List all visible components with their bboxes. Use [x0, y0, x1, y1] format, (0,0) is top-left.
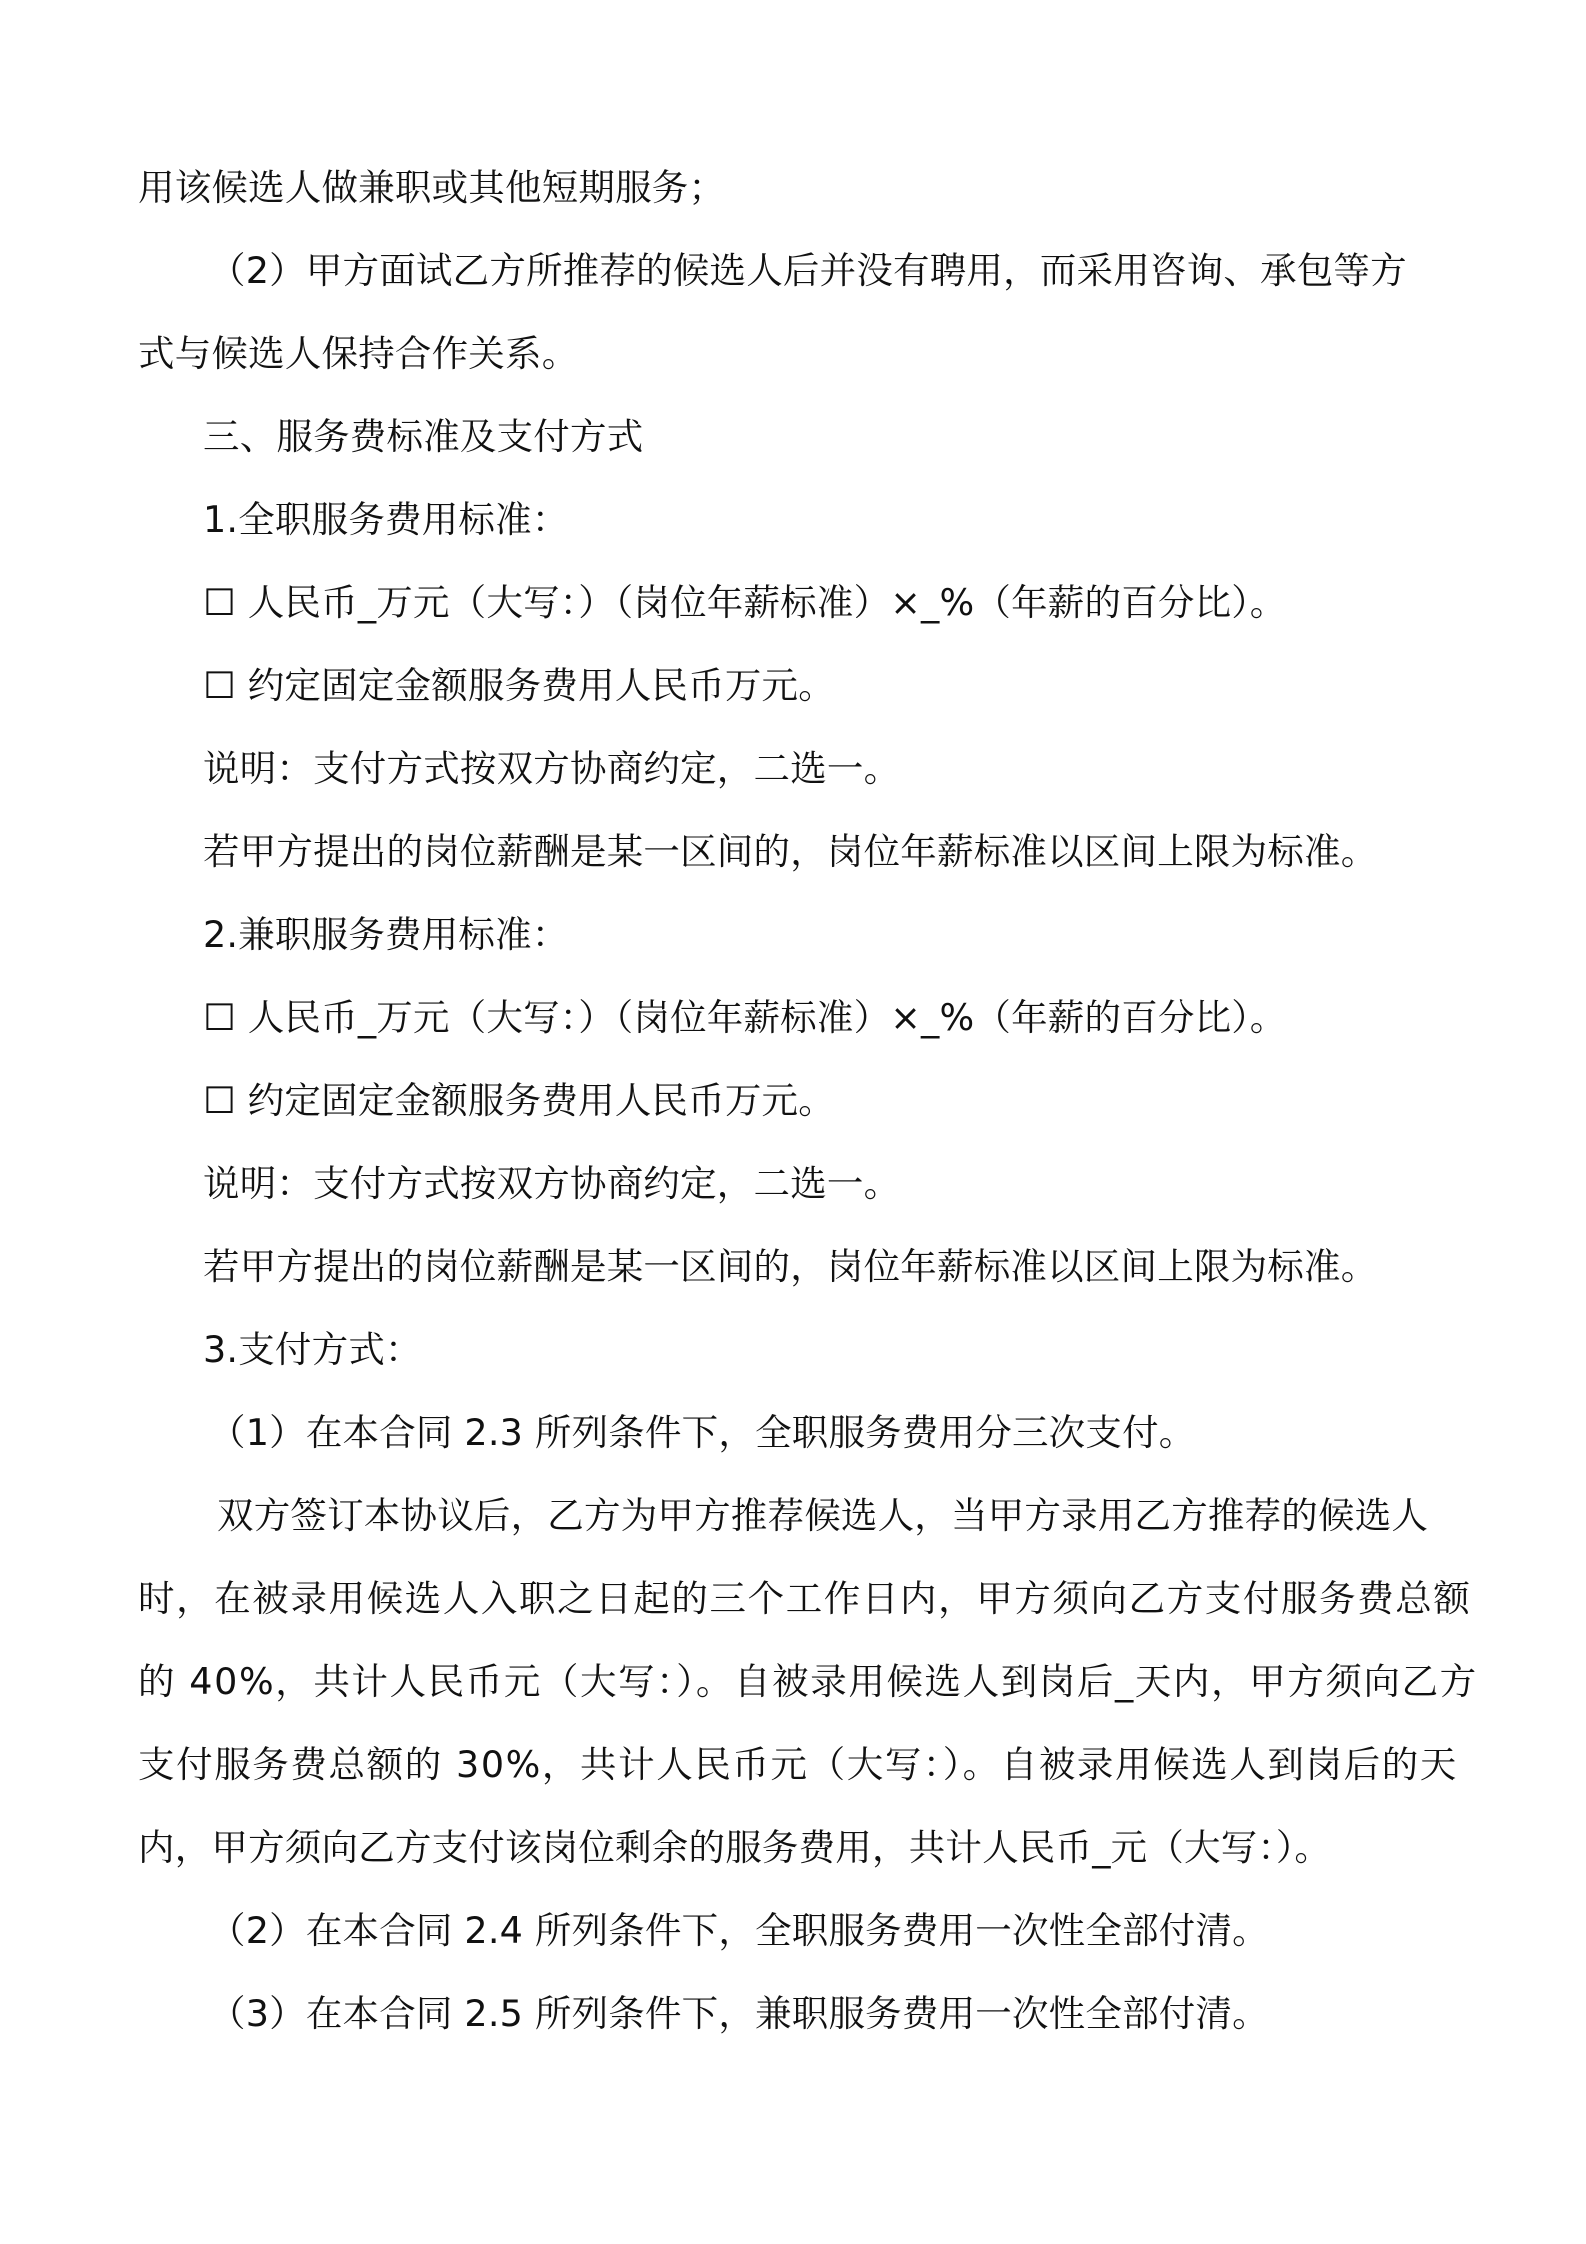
- payment-item-1: （1）在本合同 2.3 所列条件下，全职服务费用分三次支付。: [209, 1411, 1196, 1454]
- checkbox-option-fixed: ☐ 约定固定金额服务费用人民币万元。: [203, 1079, 835, 1122]
- checkbox-option-fixed: ☐ 约定固定金额服务费用人民币万元。: [203, 664, 835, 707]
- subheading-fulltime-fee: 1.全职服务费用标准：: [203, 498, 569, 541]
- subheading-payment-method: 3.支付方式：: [203, 1328, 422, 1371]
- paragraph-line: 双方签订本协议后，乙方为甲方推荐候选人，当甲方录用乙方推荐的候选人: [217, 1494, 1429, 1537]
- list-item-2-line-1: （2）甲方面试乙方所推荐的候选人后并没有聘用，而采用咨询、承包等方: [209, 249, 1407, 292]
- payment-item-2: （2）在本合同 2.4 所列条件下，全职服务费用一次性全部付清。: [209, 1909, 1269, 1952]
- note-line: 说明：支付方式按双方协商约定，二选一。: [203, 747, 901, 790]
- paragraph-line: 的 40%，共计人民币元（大写：）。自被录用候选人到岗后_天内，甲方须向乙方: [138, 1660, 1478, 1703]
- paragraph-line: 时，在被录用候选人入职之日起的三个工作日内，甲方须向乙方支付服务费总额: [138, 1577, 1472, 1620]
- note-line: 说明：支付方式按双方协商约定，二选一。: [203, 1162, 901, 1205]
- note-line: 若甲方提出的岗位薪酬是某一区间的，岗位年薪标准以区间上限为标准。: [203, 830, 1378, 873]
- paragraph-line: 内，甲方须向乙方支付该岗位剩余的服务费用，共计人民币_元（大写：）。: [138, 1826, 1332, 1869]
- checkbox-option-percent: ☐ 人民币_万元（大写：）（岗位年薪标准）×_%（年薪的百分比）。: [203, 581, 1287, 624]
- paragraph-line: 用该候选人做兼职或其他短期服务；: [138, 166, 726, 209]
- section-heading: 三、服务费标准及支付方式: [203, 415, 644, 458]
- payment-item-3: （3）在本合同 2.5 所列条件下，兼职服务费用一次性全部付清。: [209, 1992, 1269, 2035]
- list-item-2-line-2: 式与候选人保持合作关系。: [138, 332, 579, 375]
- subheading-parttime-fee: 2.兼职服务费用标准：: [203, 913, 569, 956]
- checkbox-option-percent: ☐ 人民币_万元（大写：）（岗位年薪标准）×_%（年薪的百分比）。: [203, 996, 1287, 1039]
- note-line: 若甲方提出的岗位薪酬是某一区间的，岗位年薪标准以区间上限为标准。: [203, 1245, 1378, 1288]
- paragraph-line: 支付服务费总额的 30%，共计人民币元（大写：）。自被录用候选人到岗后的天: [138, 1743, 1458, 1786]
